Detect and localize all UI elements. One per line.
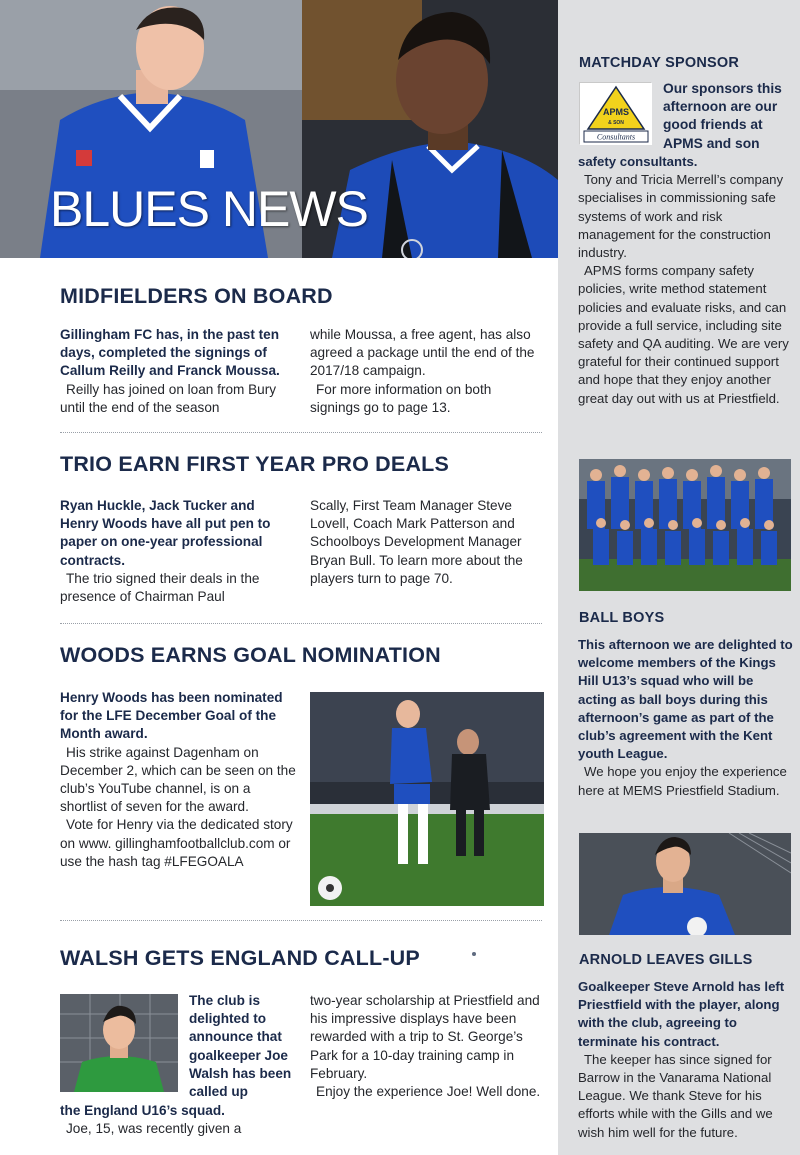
logo-text-consultants: Consultants	[596, 132, 636, 142]
article-woods-p2: His strike against Dagenham on December 2, which can be seen on the club’s YouTube channel, is on a shortlist of seven for the award.	[60, 744, 296, 815]
article-trio-col1	[60, 497, 296, 606]
arnold-illustration	[579, 833, 791, 935]
article-midfielders-col2	[310, 326, 544, 417]
article-heading-midfielders: MIDFIELDERS ON BOARD	[60, 284, 333, 308]
section-divider	[60, 432, 542, 433]
section-divider	[60, 920, 542, 921]
walsh-photo	[60, 994, 178, 1092]
ballboys-photo	[579, 459, 791, 591]
sponsor-p3: APMS forms company safety policies, write method statement policies and evaluate risks, and can provide a full service, including site safety and QA auditing. We are very grateful for their continued support and hope that they enjoy another great day out with us at Priestfield.	[578, 263, 789, 406]
arnold-p2: The keeper has since signed for Barrow in the Vanarama National League. We thank Steve for his efforts while with the Gills and we wish him well for the future.	[578, 1051, 773, 1140]
decorative-dot	[472, 952, 476, 956]
ballboys-body	[578, 636, 793, 800]
article-woods-lead: Henry Woods has been nominated for the LFE December Goal of the Month award.	[60, 690, 283, 742]
sponsor-body	[578, 153, 793, 408]
sponsor-heading: MATCHDAY SPONSOR	[579, 55, 740, 71]
arnold-lead: Goalkeeper Steve Arnold has left Priestfield with the player, along with the club, agreeing to terminate his contract.	[578, 979, 785, 1049]
article-walsh-col2-p1: two-year scholarship at Priestfield and his impressive displays have been rewarded with a trip to St. George’s Park for a 10-day training camp in February.	[310, 993, 540, 1081]
logo-text-apms: APMS	[602, 107, 630, 117]
sponsor-lead: Our sponsors this afternoon are our good friends at APMS and son	[663, 81, 782, 151]
woods-match-illustration	[310, 692, 544, 906]
logo-text-son: & SON	[608, 120, 624, 126]
hero-banner	[0, 0, 558, 258]
article-trio-col2	[310, 497, 544, 588]
arnold-heading: ARNOLD LEAVES GILLS	[579, 952, 753, 968]
ballboys-p2: We hope you enjoy the experience here at MEMS Priestfield Stadium.	[578, 764, 787, 798]
walsh-illustration	[60, 994, 178, 1092]
article-midfielders-lead: Gillingham FC has, in the past ten days, completed the signings of Callum Reilly and Franck Moussa.	[60, 327, 280, 379]
article-midfielders-p2: Reilly has joined on loan from Bury until the end of the season	[60, 381, 277, 415]
article-heading-trio: TRIO EARN FIRST YEAR PRO DEALS	[60, 452, 450, 476]
apms-logo	[579, 82, 651, 144]
article-walsh-col2	[310, 992, 544, 1101]
article-walsh-lead-cont: the England U16’s squad.	[60, 1103, 225, 1118]
article-heading-walsh: WALSH GETS ENGLAND CALL-UP	[60, 946, 420, 970]
article-trio-col2-p1: Scally, First Team Manager Steve Lovell, Coach Mark Patterson and Schoolboys Development Manager Bryan Bull. To learn more about the players turn to page 70.	[310, 498, 523, 586]
article-heading-woods: WOODS EARNS GOAL NOMINATION	[60, 643, 441, 667]
section-divider	[60, 623, 542, 624]
article-midfielders-col2-p2: For more information on both signings go to page 13.	[310, 381, 492, 415]
article-midfielders-col1	[60, 326, 294, 417]
article-trio-lead: Ryan Huckle, Jack Tucker and Henry Woods have all put pen to paper on one-year professional contracts.	[60, 498, 271, 568]
article-walsh-lead-narrow	[189, 992, 301, 1101]
ballboys-team-illustration	[579, 459, 791, 591]
banner-title: BLUES NEWS	[50, 181, 368, 237]
arnold-photo	[579, 833, 791, 935]
article-walsh-col2-p2: Enjoy the experience Joe! Well done.	[316, 1084, 541, 1100]
article-walsh-p2: Joe, 15, was recently given a	[66, 1121, 242, 1137]
ballboys-lead: This afternoon we are delighted to welcome members of the Kings Hill U13’s squad who will be acting as ball boys during this afternoon’s game as part of the club’s agreement with the Kent youth League.	[578, 637, 793, 762]
article-woods-col1	[60, 689, 300, 871]
article-walsh-lead: The club is delighted to announce that goalkeeper Joe Walsh has been called up	[189, 993, 292, 1100]
article-trio-p2: The trio signed their deals in the presence of Chairman Paul	[60, 570, 260, 605]
sponsor-p2: Tony and Tricia Merrell’s company specialises in commissioning safe systems of work and risk management for the construction industry.	[578, 172, 784, 261]
sponsor-lead-cont: safety consultants.	[578, 154, 698, 169]
article-walsh-col1-bottom	[60, 1102, 296, 1138]
apms-logo-graphic	[580, 83, 652, 145]
woods-match-photo	[310, 692, 544, 906]
ballboys-heading: BALL BOYS	[579, 610, 665, 626]
arnold-body	[578, 978, 793, 1142]
article-woods-p3: Vote for Henry via the dedicated story on www. gillinghamfootballclub.com or use the hash tag #LFEGOALA	[60, 817, 293, 869]
article-midfielders-col2-p1: while Moussa, a free agent, has also agreed a package until the end of the 2017/18 campaign.	[310, 327, 535, 379]
sidebar	[558, 0, 800, 1155]
